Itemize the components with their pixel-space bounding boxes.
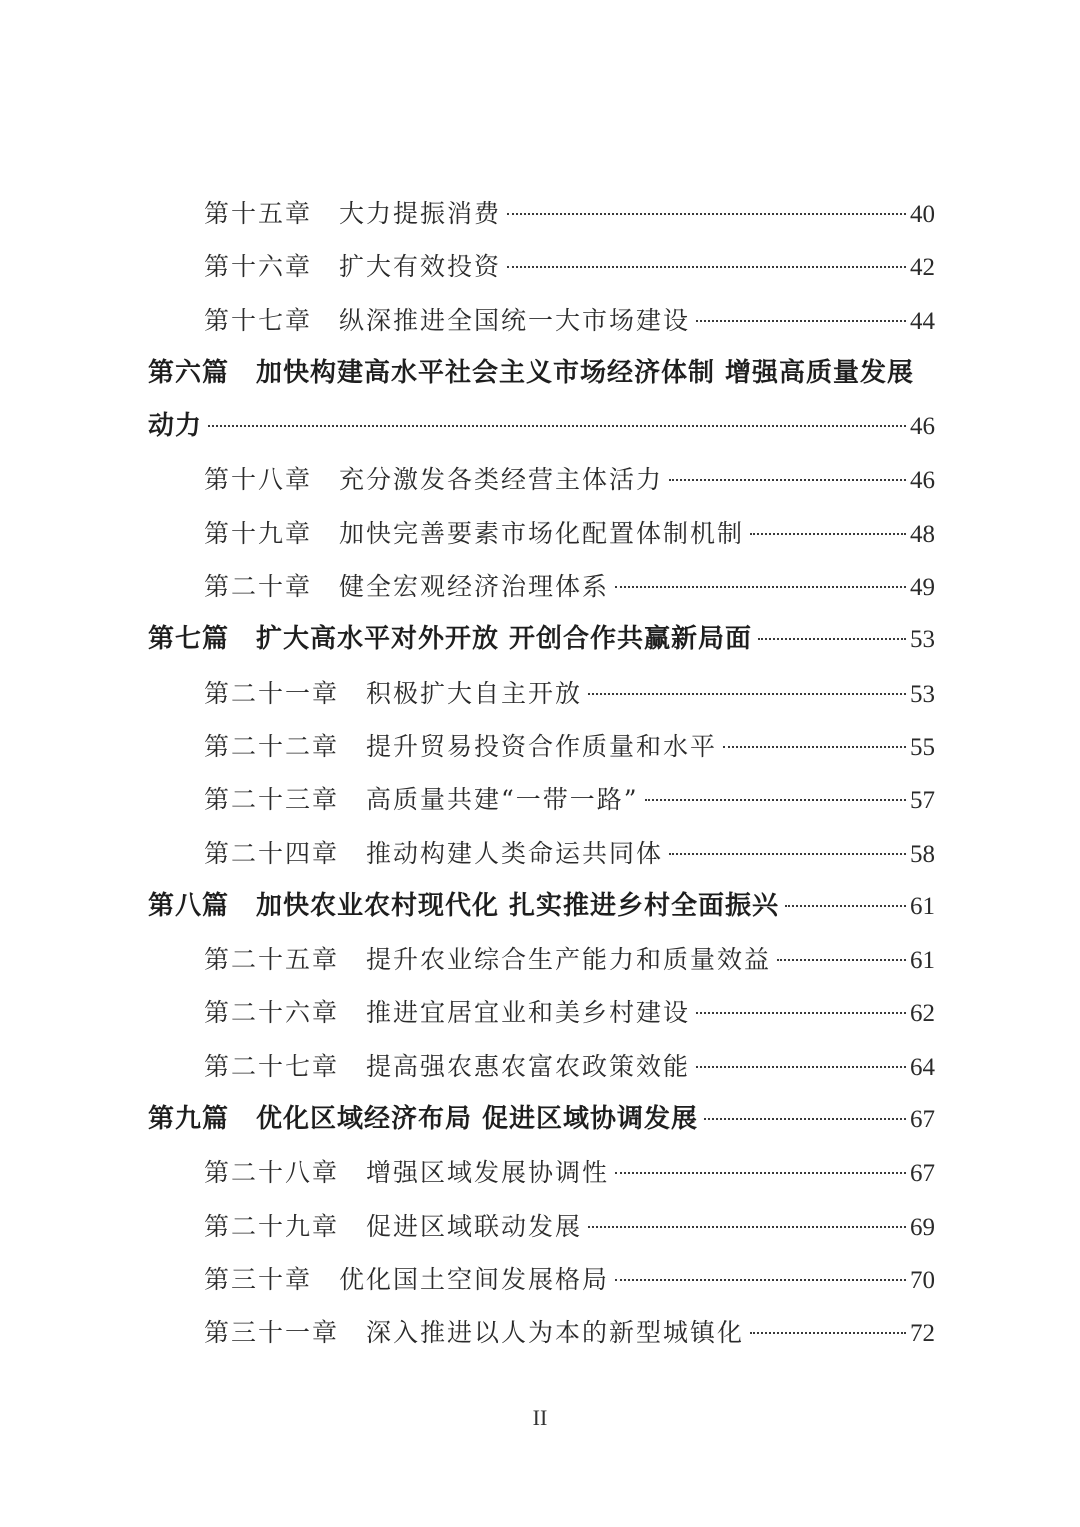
toc-entry-page-number: 70	[910, 1266, 935, 1294]
dot-leader	[208, 425, 906, 427]
dot-leader	[750, 1332, 906, 1334]
toc-entry-label: 第六篇 加快构建高水平社会主义市场经济体制 增强高质量发展	[148, 357, 915, 388]
toc-entry-label: 第十九章 加快完善要素市场化配置体制机制	[204, 518, 745, 548]
dot-leader	[507, 213, 906, 215]
toc-entry-label: 第十六章 扩大有效投资	[204, 252, 502, 282]
toc-entry-chapter[interactable]	[148, 453, 935, 506]
toc-entry-label: 第二十八章 增强区域发展协调性	[204, 1158, 610, 1188]
toc-entry-label: 第二十九章 促进区域联动发展	[204, 1211, 583, 1241]
table-of-contents	[148, 187, 935, 1360]
toc-entry-label: 第二十六章 推进宜居宜业和美乡村建设	[204, 998, 691, 1028]
toc-entry-chapter[interactable]	[148, 187, 935, 240]
toc-entry-part-continuation	[148, 400, 935, 453]
toc-entry-label: 第二十一章 积极扩大自主开放	[204, 678, 583, 708]
dot-leader	[696, 1066, 906, 1068]
toc-entry-label: 第二十章 健全宏观经济治理体系	[204, 572, 610, 602]
toc-entry-label: 第七篇 扩大高水平对外开放 开创合作共赢新局面	[148, 624, 753, 655]
toc-entry-chapter[interactable]	[148, 507, 935, 560]
toc-entry-label-continuation: 动力	[148, 411, 203, 442]
dot-leader	[696, 1012, 906, 1014]
toc-entry-page-number: 69	[910, 1213, 935, 1241]
toc-entry-label: 第二十四章 推动构建人类命运共同体	[204, 838, 664, 868]
toc-entry-page-number: 67	[910, 1160, 935, 1188]
toc-entry-label: 第十五章 大力提振消费	[204, 199, 502, 228]
dot-leader	[785, 905, 906, 907]
toc-entry-label: 第二十二章 提升贸易投资合作质量和水平	[204, 731, 718, 761]
toc-entry-page-number: 46	[910, 413, 935, 441]
toc-entry-chapter[interactable]	[148, 986, 935, 1039]
dot-leader	[696, 320, 906, 322]
toc-entry-page-number: 40	[910, 201, 935, 228]
dot-leader	[704, 1118, 906, 1120]
dot-leader	[723, 746, 906, 748]
toc-entry-chapter[interactable]	[148, 1040, 935, 1093]
toc-entry-part[interactable]	[148, 1093, 935, 1146]
dot-leader	[669, 853, 906, 855]
dot-leader	[777, 959, 906, 961]
toc-entry-chapter[interactable]	[148, 1253, 935, 1306]
toc-entry-page-number: 44	[910, 307, 935, 335]
toc-entry-page-number: 57	[910, 787, 935, 815]
toc-entry-page-number: 46	[910, 467, 935, 495]
toc-entry-page-number: 53	[910, 680, 935, 708]
toc-entry-page-number: 58	[910, 840, 935, 868]
dot-leader	[645, 799, 906, 801]
toc-entry-chapter[interactable]	[148, 720, 935, 773]
toc-entry-label: 第十八章 充分激发各类经营主体活力	[204, 465, 664, 495]
toc-entry-label: 第二十三章 高质量共建“一带一路”	[204, 785, 639, 815]
toc-entry-page-number: 61	[910, 892, 935, 920]
page-folio: II	[532, 1405, 548, 1430]
toc-entry-label: 第三十章 优化国土空间发展格局	[204, 1264, 610, 1294]
toc-entry-page-number: 42	[910, 254, 935, 282]
dot-leader	[615, 1279, 906, 1281]
dot-leader	[588, 1226, 906, 1228]
toc-entry-chapter[interactable]	[148, 933, 935, 986]
toc-entry-page-number: 55	[910, 733, 935, 761]
toc-entry-page-number: 48	[910, 520, 935, 548]
toc-entry-part[interactable]	[148, 613, 935, 666]
dot-leader	[615, 586, 906, 588]
toc-entry-label: 第三十一章 深入推进以人为本的新型城镇化	[204, 1318, 745, 1348]
toc-entry-chapter[interactable]	[148, 1306, 935, 1359]
toc-entry-page-number: 62	[910, 1000, 935, 1028]
toc-entry-chapter[interactable]	[148, 560, 935, 613]
toc-entry-part[interactable]	[148, 347, 935, 454]
dot-leader	[588, 693, 906, 695]
toc-entry-label: 第八篇 加快农业农村现代化 扎实推进乡村全面振兴	[148, 890, 780, 921]
toc-entry-part[interactable]	[148, 880, 935, 933]
dot-leader	[615, 1172, 906, 1174]
toc-entry-page-number: 53	[910, 626, 935, 654]
toc-entry-page-number: 64	[910, 1053, 935, 1081]
toc-entry-chapter[interactable]	[148, 667, 935, 720]
toc-entry-label: 第二十五章 提升农业综合生产能力和质量效益	[204, 945, 772, 975]
toc-entry-chapter[interactable]	[148, 1200, 935, 1253]
toc-entry-page-number: 61	[910, 947, 935, 975]
toc-entry-chapter[interactable]	[148, 1146, 935, 1199]
dot-leader	[507, 266, 906, 268]
toc-entry-chapter[interactable]	[148, 240, 935, 293]
toc-entry-page-number: 67	[910, 1106, 935, 1134]
dot-leader	[750, 533, 906, 535]
toc-entry-label: 第九篇 优化区域经济布局 促进区域协调发展	[148, 1104, 699, 1135]
toc-entry-label: 第二十七章 提高强农惠农富农政策效能	[204, 1051, 691, 1081]
toc-entry-page-number: 72	[910, 1320, 935, 1348]
toc-entry-chapter[interactable]	[148, 773, 935, 826]
toc-entry-chapter[interactable]	[148, 294, 935, 347]
dot-leader	[669, 479, 906, 481]
dot-leader	[758, 638, 906, 640]
toc-entry-label: 第十七章 纵深推进全国统一大市场建设	[204, 305, 691, 335]
toc-entry-page-number: 49	[910, 574, 935, 602]
toc-entry-chapter[interactable]	[148, 827, 935, 880]
